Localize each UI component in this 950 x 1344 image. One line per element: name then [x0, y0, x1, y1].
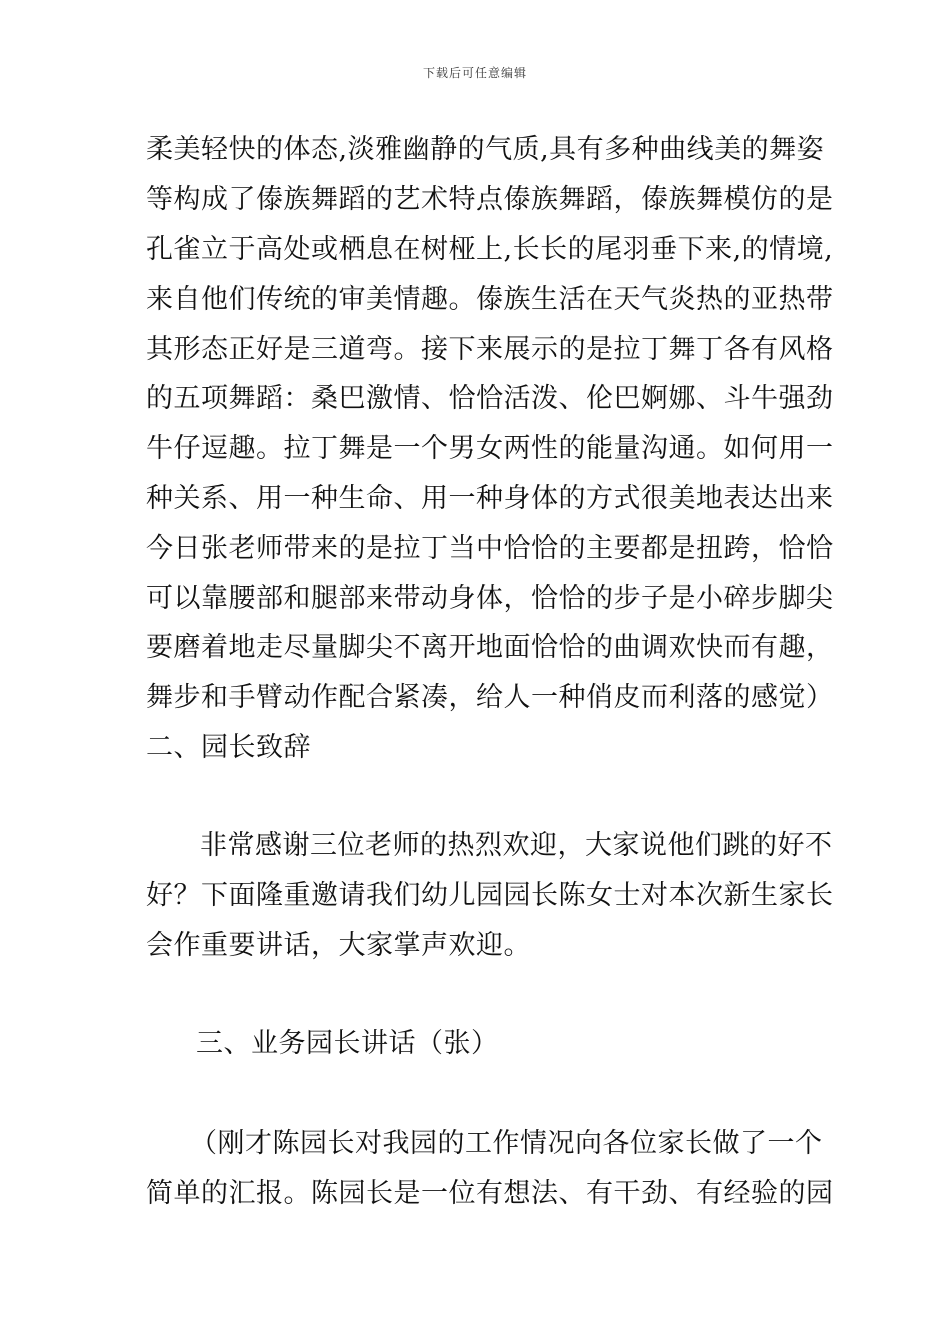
- body-text-line: 等构成了傣族舞蹈的艺术特点傣族舞蹈，傣族舞模仿的是: [146, 184, 834, 215]
- body-text-line: 牛仔逗趣。拉丁舞是一个男女两性的能量沟通。如何用一: [146, 433, 834, 464]
- body-text-line: 要磨着地走尽量脚尖不离开地面恰恰的曲调欢快而有趣，: [146, 632, 834, 663]
- body-text-line: 柔美轻快的体态,淡雅幽静的气质,具有多种曲线美的舞姿: [146, 134, 825, 165]
- body-text-line: （刚才陈园长对我园的工作情况向各位家长做了一个: [190, 1128, 823, 1159]
- body-text-line: 非常感谢三位老师的热烈欢迎，大家说他们跳的好不: [200, 830, 833, 861]
- body-text-line: 来自他们传统的审美情趣。傣族生活在天气炎热的亚热带: [146, 284, 834, 315]
- page-header: 下载后可任意编辑: [422, 66, 527, 80]
- body-text-line: 简单的汇报。陈园长是一位有想法、有干劲、有经验的园: [146, 1178, 834, 1209]
- body-text-line: 种关系、用一种生命、用一种身体的方式很美地表达出来: [146, 483, 834, 514]
- section-heading: 三、业务园长讲话（张）: [196, 1028, 499, 1059]
- body-text-line: 会作重要讲话，大家掌声欢迎。: [146, 930, 531, 961]
- section-heading: 二、园长致辞: [146, 732, 311, 763]
- body-text-line: 可以靠腰部和腿部来带动身体，恰恰的步子是小碎步脚尖: [146, 583, 834, 614]
- body-text-line: 孔雀立于高处或栖息在树桠上,长长的尾羽垂下来,的情境,: [146, 234, 834, 265]
- body-text-line: 好？下面隆重邀请我们幼儿园园长陈女士对本次新生家长: [146, 880, 834, 911]
- body-text-line: 其形态正好是三道弯。接下来展示的是拉丁舞丁各有风格: [146, 334, 834, 365]
- body-text-line: 今日张老师带来的是拉丁当中恰恰的主要都是扭跨，恰恰: [146, 533, 834, 564]
- body-text-line: 的五项舞蹈：桑巴激情、恰恰活泼、伦巴婀娜、斗牛强劲: [146, 383, 834, 414]
- body-text-line: 舞步和手臂动作配合紧凑，给人一种俏皮而利落的感觉）: [146, 682, 834, 713]
